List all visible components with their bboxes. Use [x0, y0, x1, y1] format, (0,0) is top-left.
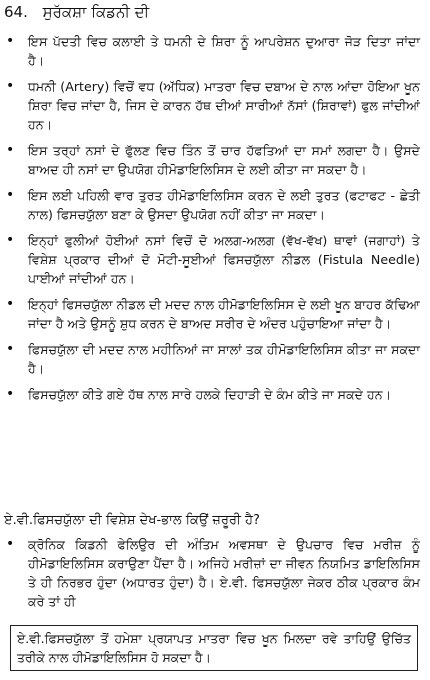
- section-bullet-list: [0, 535, 430, 618]
- bullet-icon: •: [6, 536, 15, 552]
- list-item-text: ਫਿਸਚਯੁੱਲਾ ਦੀ ਮਦਦ ਨਾਲ ਮਹੀਨਿਆਂ ਜਾ ਸਾਲਾਂ ਤਕ ਹੀਮੋਡਾਇਲਿਸਿਸ ਕੀਤਾ ਜਾ ਸਕਦਾ ਹੈ।: [28, 342, 420, 376]
- bullet-icon: •: [6, 386, 15, 402]
- list-item-text: ਇਨ੍ਹਾਂ ਫੁਲੀਆਂ ਹੋਈਆਂ ਨਸਾਂ ਵਿਚੋਂ ਦੋ ਅਲਗ-ਅਲਗ (ਵੱਖ-ਵੱਖ) ਥਾਵਾਂ (ਜਗਾਹਾਂ) ਤੇ ਵਿਸ਼ੇਸ਼ ਪ੍ਰਕਾਰ ਦੀਆਂ ਦੋ ਮੋਟੀ-ਸੂਈਆਂ ਫਿਸਚਯੁੱਲਾ ਨੀਡਲ (Fistula Needle) ਪਾਈਆਂ ਜਾਂਦੀਆਂ ਹਨ।: [28, 233, 420, 286]
- bullet-icon: •: [6, 232, 15, 248]
- list-item-text: ਇਸ ਤਰ੍ਹਾਂ ਨਸਾਂ ਦੇ ਫੁੱਲਣ ਵਿਚ ਤਿੰਨ ਤੋਂ ਚਾਰ ਹੱਫਤਿਆਂ ਦਾ ਸਮਾਂ ਲਗਦਾ ਹੈ। ਉਸਦੇ ਬਾਅਦ ਹੀ ਨਸਾਂ ਦਾ ਉਪਯੋਗ ਹੀਮੋਡਾਇਲਿਸਿਸ ਦੇ ਲਈ ਕੀਤਾ ਜਾ ਸਕਦਾ ਹੈ।: [28, 143, 420, 177]
- list-item-text: ਧਮਨੀ (Artery) ਵਿਚੋਂ ਵਧ (ਅੱਧਿਕ) ਮਾਤਰਾ ਵਿਚ ਦਬਾਅ ਦੇ ਨਾਲ ਆਂਦਾ ਹੋਇਆ ਖੂਨ ਸ਼ਿਰਾ ਵਿਚ ਜਾਂਦਾ ਹੈ, ਜਿਸ ਦੇ ਕਾਰਨ ਹੱਥ ਦੀਆਂ ਸਾਰੀਆਂ ਨੱਸਾਂ (ਸ਼ਿਰਾਵਾਂ) ਫੁਲ ਜਾਂਦੀਆਂ ਹਨ।: [28, 79, 420, 132]
- list-item-text: ਫਿਸਚਯੁੱਲਾ ਕੀਤੇ ਗਏ ਹੱਥ ਨਾਲ ਸਾਰੇ ਹਲਕੇ ਦਿਹਾੜੀ ਦੇ ਕੰਮ ਕੀਤੇ ਜਾ ਸਕਦੇ ਹਨ।: [28, 387, 392, 402]
- list-item: [0, 385, 430, 404]
- bullet-icon: •: [6, 78, 15, 94]
- list-item: [0, 340, 430, 378]
- list-item: [0, 295, 430, 333]
- page-header: [4, 2, 149, 22]
- list-item: [0, 535, 430, 611]
- list-item: [0, 231, 430, 288]
- page-title: ਸੁਰੱਕਸ਼ਾ ਕਿਡਨੀ ਦੀ: [42, 3, 150, 21]
- list-item: [0, 141, 430, 179]
- bullet-list: [0, 32, 430, 411]
- list-item-text: ਇਨ੍ਹਾਂ ਫਿਸਚਯੁੱਲਾ ਨੀਡਲ ਦੀ ਮਦਦ ਨਾਲ ਹੀਮੋਡਾਇਲਿਸਿਸ ਦੇ ਲਈ ਖੂਨ ਬਾਹਰ ਕੱਢਿਆ ਜਾਂਦਾ ਹੈ ਅਤੇ ਉਸਨੂੰ ਸ਼ੁਧ ਕਰਨ ਦੇ ਬਾਅਦ ਸਰੀਰ ਦੇ ਅੰਦਰ ਪਹੁੰਚਾਇਆ ਜਾਂਦਾ ਹੈ।: [28, 297, 421, 331]
- list-item: [0, 32, 430, 70]
- bullet-icon: •: [6, 33, 15, 49]
- bullet-icon: •: [6, 187, 15, 203]
- list-item: [0, 77, 430, 134]
- list-item-text: ਇਸ ਲਈ ਪਹਿਲੀ ਵਾਰ ਤੁਰਤ ਹੀਮੋਡਾਇਲਿਸਿਸ ਕਰਨ ਦੇ ਲਈ ਤੁਰਤ (ਫਟਾਫਟ - ਛੇਤੀ ਨਾਲ) ਫਿਸਚਯੁੱਲਾ ਬਣਾ ਕੇ ਉਸਦਾ ਉਪਯੋਗ ਨਹੀਂ ਕੀਤਾ ਜਾ ਸਕਦਾ।: [28, 188, 420, 222]
- list-item-text: ਇਸ ਪੱਦਤੀ ਵਿਚ ਕਲਾਈ ਤੇ ਧਮਨੀ ਦੇ ਸ਼ਿਰਾ ਨੂੰ ਆਪਰੇਸ਼ਨ ਦੁਆਰਾ ਜੋੜ ਦਿਤਾ ਜਾਂਦਾ ਹੈ।: [28, 34, 420, 68]
- section-heading: ਏ.ਵੀ.ਫਿਸਚਯੁੱਲਾ ਦੀ ਵਿਸ਼ੇਸ਼ ਦੇਖ-ਭਾਲ ਕਿਉਂ ਜ਼ਰੂਰੀ ਹੈ?: [4, 513, 260, 528]
- bullet-icon: •: [6, 142, 15, 158]
- bullet-icon: •: [6, 341, 15, 357]
- bullet-icon: •: [6, 296, 15, 312]
- list-item: [0, 186, 430, 224]
- page-number: 64.: [4, 3, 28, 21]
- note-box: ਏ.ਵੀ.ਫਿਸਚਯੁੱਲਾ ਤੋਂ ਹਮੇਸ਼ਾ ਪ੍ਰਯਾਪਤ ਮਾਤਰਾ ਵਿਚ ਖੂਨ ਮਿਲਦਾ ਰਵੇ ਤਾਹਿਉਂ ਉਚਿੱਤ ਤਰੀਕੇ ਨਾਲ ਹੀਮੋਡਾਇਲਿਸਿਸ ਹੋ ਸਕਦਾ ਹੈ।: [10, 625, 418, 671]
- list-item-text: ਕ੍ਰੋਨਿਕ ਕਿਡਨੀ ਫੇਲਿਉਰ ਦੀ ਅੰਤਿਮ ਅਵਸਥਾ ਦੇ ਉਪਚਾਰ ਵਿਚ ਮਰੀਜ਼ ਨੂੰ ਹੀਮੋਡਾਇਲਿਸਿਸ ਕਰਾਉਣਾ ਪੈਂਦਾ ਹੈ। ਅਜਿਹੇ ਮਰੀਜ਼ਾਂ ਦਾ ਜੀਵਨ ਨਿਯਮਿਤ ਡਾਇਲਿਸਿਸ ਤੇ ਹੀ ਨਿਰਭਰ ਹੁੰਦਾ (ਅਧਾਰਤ ਹੁੰਦਾ) ਹੈ। ਏ.ਵੀ. ਫਿਸਚਯੁੱਲਾ ਜੇਕਰ ਠੀਕ ਪ੍ਰਕਾਰ ਕੰਮ ਕਰੇ ਤਾਂ ਹੀ: [28, 537, 420, 609]
